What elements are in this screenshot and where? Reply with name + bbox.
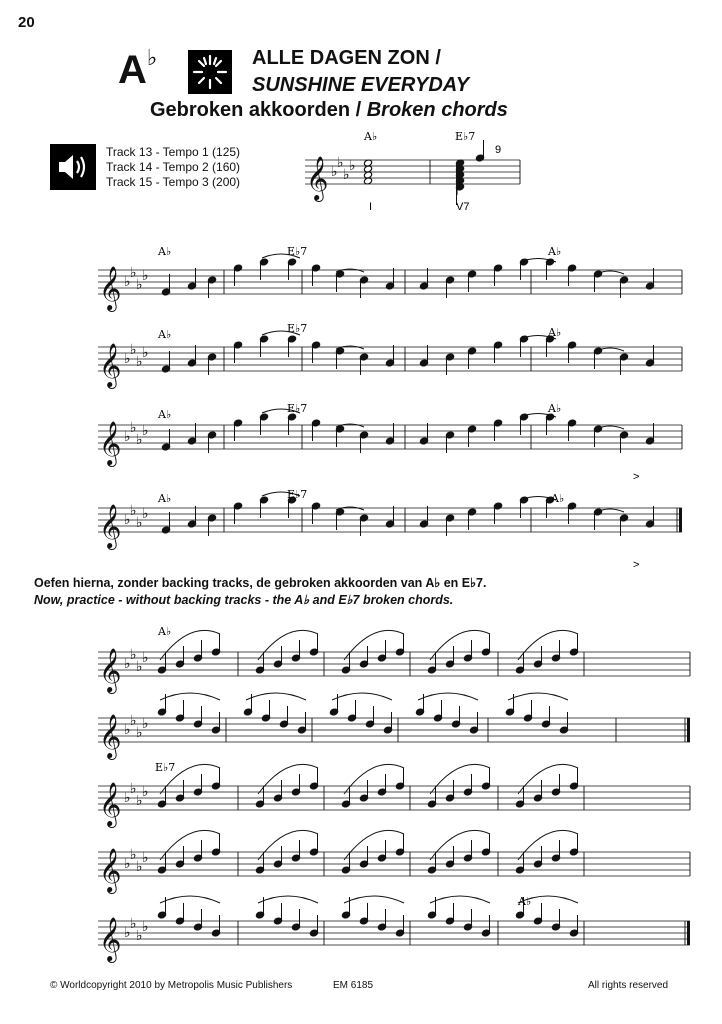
flat-sign: ♭ <box>124 790 131 806</box>
flat-sign: ♭ <box>142 506 149 522</box>
flat-sign: ♭ <box>130 503 137 519</box>
track-item: Track 14 - Tempo 2 (160) <box>106 160 241 174</box>
subtitle-english: Broken chords <box>366 99 508 121</box>
slur <box>518 830 578 860</box>
flat-sign: ♭ <box>130 342 137 358</box>
flat-sign: ♭ <box>124 722 131 738</box>
flat-sign: ♭ <box>136 928 143 944</box>
flat-sign: ♭ <box>124 274 131 290</box>
slur <box>160 693 220 700</box>
slur <box>508 693 568 700</box>
treble-clef: 𝄞 <box>306 156 329 200</box>
treble-clef: 𝄞 <box>99 648 122 692</box>
flat-sign: ♭ <box>142 716 149 732</box>
chordbox-extension: 9 <box>495 144 502 156</box>
notes-layer <box>157 140 654 937</box>
chord-symbol: A♭ <box>158 328 172 341</box>
chord-symbol: E♭7 <box>287 245 308 258</box>
slur <box>332 693 392 700</box>
footer-copyright: © Worldcopyright 2010 by Metropolis Music Publishers <box>50 980 293 991</box>
slur <box>518 764 578 794</box>
subtitle-dutch: Gebroken akkoorden / <box>150 99 367 121</box>
flat-sign: ♭ <box>124 856 131 872</box>
slur <box>430 764 490 794</box>
treble-clef: 𝄞 <box>99 343 122 387</box>
instruction-english: Now, practice - without backing tracks - the A♭ and E♭7 broken chords. <box>34 593 454 607</box>
treble-clef: 𝄞 <box>99 421 122 465</box>
slur <box>344 896 404 903</box>
chord-symbol: A♭ <box>518 895 532 908</box>
treble-clef: 𝄞 <box>99 504 122 548</box>
chord-symbol: A♭ <box>548 402 562 415</box>
flat-sign: ♭ <box>124 351 131 367</box>
flat-sign: ♭ <box>130 713 137 729</box>
flat-sign: ♭ <box>331 164 338 180</box>
instruction-dutch: Oefen hierna, zonder backing tracks, de gebroken akkoorden van A♭ en E♭7. <box>34 576 487 590</box>
flat-sign: ♭ <box>136 793 143 809</box>
chord-symbol: A♭ <box>548 245 562 258</box>
flat-sign: ♭ <box>130 916 137 932</box>
flat-sign: ♭ <box>124 429 131 445</box>
slur <box>344 830 404 860</box>
slur <box>160 896 220 903</box>
slur <box>258 764 318 794</box>
treble-clef: 𝄞 <box>99 266 122 310</box>
flat-sign: ♭ <box>124 512 131 528</box>
chord-symbol: E♭7 <box>287 322 308 335</box>
slur <box>344 630 404 660</box>
key-flat: ♭ <box>146 44 158 70</box>
slur <box>430 830 490 860</box>
chord-symbol: E♭7 <box>155 761 176 774</box>
accent-mark: > <box>633 559 640 571</box>
flat-sign: ♭ <box>142 650 149 666</box>
flat-sign: ♭ <box>337 155 344 171</box>
slur <box>258 896 318 903</box>
slur <box>246 693 306 700</box>
flat-sign: ♭ <box>130 420 137 436</box>
flat-sign: ♭ <box>136 277 143 293</box>
footer-rights: All rights reserved <box>588 980 669 991</box>
chord-symbol: E♭7 <box>287 488 308 501</box>
flat-sign: ♭ <box>136 432 143 448</box>
slur <box>258 630 318 660</box>
treble-clef: 𝄞 <box>99 714 122 758</box>
page-number: 20 <box>18 14 35 31</box>
final-bar <box>687 718 690 742</box>
flat-sign: ♭ <box>142 919 149 935</box>
slur <box>518 630 578 660</box>
slur <box>258 830 318 860</box>
flat-sign: ♭ <box>136 515 143 531</box>
chord-symbol: A♭ <box>158 492 172 505</box>
chord-symbol: A♭ <box>158 408 172 421</box>
flat-sign: ♭ <box>343 167 350 183</box>
accent-mark: > <box>633 471 640 483</box>
treble-clef: 𝄞 <box>99 917 122 961</box>
flat-sign: ♭ <box>142 268 149 284</box>
chordbox-roman-2: V7 <box>456 201 470 213</box>
flat-sign: ♭ <box>130 847 137 863</box>
flat-sign: ♭ <box>130 265 137 281</box>
slur <box>344 764 404 794</box>
flat-sign: ♭ <box>349 158 356 174</box>
chord-symbol: A♭ <box>551 492 565 505</box>
flat-sign: ♭ <box>136 725 143 741</box>
flat-sign: ♭ <box>124 656 131 672</box>
flat-sign: ♭ <box>142 784 149 800</box>
final-bar <box>687 921 690 945</box>
flat-sign: ♭ <box>136 859 143 875</box>
slur <box>160 830 220 860</box>
slur <box>430 896 490 903</box>
final-bar <box>679 508 682 532</box>
key-letter: A <box>118 48 147 92</box>
chordbox-chord-1: A♭ <box>364 130 378 143</box>
flat-sign: ♭ <box>142 850 149 866</box>
flat-sign: ♭ <box>130 647 137 663</box>
title-english: SUNSHINE EVERYDAY <box>252 74 470 96</box>
flat-sign: ♭ <box>124 925 131 941</box>
flat-sign: ♭ <box>142 345 149 361</box>
chord-symbol: A♭ <box>158 245 172 258</box>
chord-symbol: A♭ <box>158 625 172 638</box>
treble-clef: 𝄞 <box>99 782 122 826</box>
footer-code: EM 6185 <box>333 980 374 991</box>
flat-sign: ♭ <box>130 781 137 797</box>
flat-sign: ♭ <box>136 659 143 675</box>
chord-symbol: E♭7 <box>287 402 308 415</box>
chord-symbol: A♭ <box>548 326 562 339</box>
flat-sign: ♭ <box>136 354 143 370</box>
treble-clef: 𝄞 <box>99 848 122 892</box>
chordbox-chord-2: E♭7 <box>455 130 476 143</box>
track-item: Track 15 - Tempo 3 (200) <box>106 175 241 189</box>
chordbox-roman-1: I <box>369 201 373 213</box>
flat-sign: ♭ <box>142 423 149 439</box>
title-dutch: ALLE DAGEN ZON / <box>252 47 441 69</box>
slur <box>430 630 490 660</box>
slur <box>418 693 478 700</box>
track-item: Track 13 - Tempo 1 (125) <box>106 145 241 159</box>
